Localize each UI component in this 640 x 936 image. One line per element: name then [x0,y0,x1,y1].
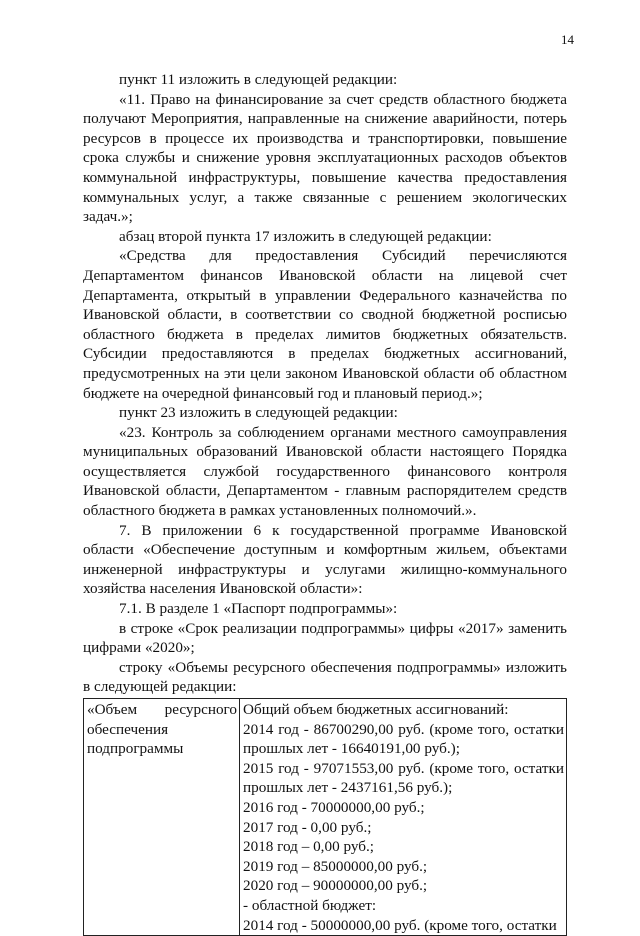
table-value-cell [240,699,567,936]
table-label-cell [84,699,240,936]
paragraph: «23. Контроль за соблюдением органами местного самоуправления муниципальных образований Ивановской области настоящего Порядка осуществляется службой государственного финансового контроля Ивановской области, Департаментом - главным распорядителем средств областного бюджета в рамках установленных полномочий.». [83,423,567,520]
value-line: 2017 год - 0,00 руб.; [243,818,372,836]
paragraph: строку «Объемы ресурсного обеспечения подпрограммы» изложить в следующей редакции: [83,658,567,696]
paragraph: в строке «Срок реализации подпрограммы» цифры «2017» заменить цифрами «2020»; [83,619,567,657]
label-line: обеспечения [87,720,169,738]
paragraph: пункт 11 изложить в следующей редакции: [119,71,398,88]
label-line: подпрограммы [87,740,184,758]
paragraph: 7. В приложении 6 к государственной программе Ивановской области «Обеспечение доступным и комфортным жильем, объектами инженерной инфраструктуры и услугами жилищно-коммунального хозяйства населения Ивановской области»: [83,521,567,598]
value-line: 2020 год – 90000000,00 руб.; [243,877,428,895]
value-line: 2014 год - 50000000,00 руб. (кроме того, остатки [243,916,557,934]
value-line: 2018 год – 0,00 руб.; [243,838,374,856]
paragraph: абзац второй пункта 17 изложить в следующей редакции: [119,227,492,245]
value-line: 2019 год – 85000000,00 руб.; [243,857,428,875]
value-line: Общий объем бюджетных ассигнований: [243,701,509,718]
paragraph: пункт 23 изложить в следующей редакции: [119,404,398,422]
label-line: «Объем ресурсного [87,701,237,718]
value-line: 2014 год - 86700290,00 руб. (кроме того, остатки прошлых лет - 16640191,00 руб.); [243,720,564,758]
page-number: 14 [561,32,574,47]
paragraph: «Средства для предоставления Субсидий перечисляются Департаментом финансов Ивановской области на лицевой счет Департамента, открытый в управлении Федерального казначейства по Ивановской области, в соответствии со сводной бюджетной росписью областного бюджета в пределах лимитов бюджетных обязательств. Субсидии предоставляются в пределах бюджетных ассигнований, предусмотренных на эти цели законом Ивановской области об областном бюджете на очередной финансовый год и плановый период.»; [83,247,567,402]
document-body [83,70,567,936]
paragraph: 7.1. В разделе 1 «Паспорт подпрограммы»: [119,600,398,618]
paragraph: «11. Право на финансирование за счет средств областного бюджета получают Мероприятия, направленные на снижение аварийности, потерь ресурсов в процессе их производства и транспортировки, повышение срока службы и снижение уровня эксплуатационных расходов объектов коммунальной инфраструктуры, повышение качества предоставления коммунальных услуг, а также связанные с решением экологических задач.»; [83,90,567,226]
table-row [84,699,567,936]
value-line: 2015 год - 97071553,00 руб. (кроме того, остатки прошлых лет - 2437161,56 руб.); [243,759,564,797]
value-line: 2016 год - 70000000,00 руб.; [243,798,425,816]
resource-table [83,698,567,936]
value-line: - областной бюджет: [243,896,377,914]
